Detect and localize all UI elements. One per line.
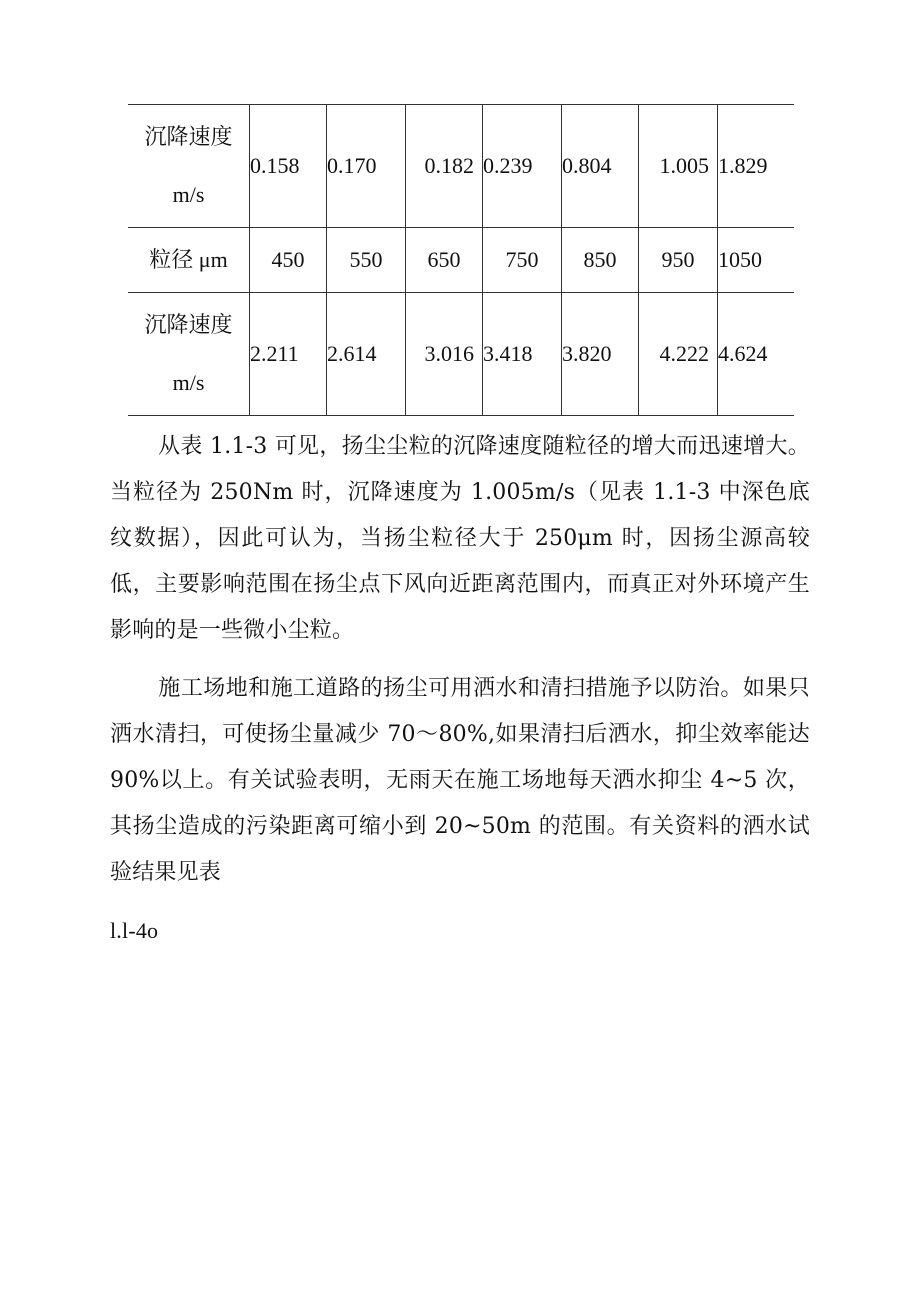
table-row (128, 293, 794, 416)
table-cell: 550 (327, 228, 406, 293)
table-cell: 750 (483, 228, 562, 293)
row-header-unit: m/s (172, 182, 205, 207)
paragraph-settling-analysis (110, 424, 810, 654)
table-cell: 450 (250, 228, 327, 293)
table-row (128, 105, 794, 228)
table-cell: 0.239 (483, 105, 562, 228)
paragraph-dust-control (110, 666, 810, 896)
table-cell: 850 (562, 228, 639, 293)
table-cell: 0.158 (250, 105, 327, 228)
row-header (128, 228, 250, 293)
table-cell: 3.418 (483, 293, 562, 416)
row-header-text: 沉降速度 (144, 312, 233, 337)
table-cell: 2.614 (327, 293, 406, 416)
table-cell: 3.016 (406, 293, 483, 416)
table-cell: 1050 (718, 228, 795, 293)
table-cell: 4.222 (639, 293, 718, 416)
table-cell: 650 (406, 228, 483, 293)
table-row (128, 228, 794, 293)
table-reference-text: l.l-4o (110, 918, 159, 943)
table-cell: 0.170 (327, 105, 406, 228)
row-header (128, 105, 250, 228)
row-header (128, 293, 250, 416)
row-header-text: 粒径 μm (149, 247, 228, 272)
table-cell: 3.820 (562, 293, 639, 416)
table-cell: 0.182 (406, 105, 483, 228)
paragraph-text: 从表 1.1-3 可见，扬尘尘粒的沉降速度随粒径的增大而迅速增大。当粒径为 250Nm 时，沉降速度为 1.005m∕s（见表 1.1-3 中深色底纹数据），因此可认为，当扬尘粒径大于 250μm 时，因扬尘源高较低，主要影响范围在扬尘点下风向近距离范围内，而真正对外环境产生影响的是一些微小尘粒。 (110, 434, 810, 643)
table-cell: 1.005 (639, 105, 718, 228)
table-cell: 4.624 (718, 293, 795, 416)
settling-velocity-table (128, 104, 794, 416)
table-cell: 950 (639, 228, 718, 293)
row-header-text: 沉降速度 (144, 124, 233, 149)
table-cell: 0.804 (562, 105, 639, 228)
table-cell: 1.829 (718, 105, 795, 228)
row-header-unit: m/s (172, 370, 205, 395)
paragraph-text: 施工场地和施工道路的扬尘可用洒水和清扫措施予以防治。如果只洒水清扫，可使扬尘量减少 70～80%,如果清扫后洒水，抑尘效率能达 90%以上。有关试验表明，无雨天在施工场地每天洒水抑尘 4~5 次，其扬尘造成的污染距离可缩小到 20~50m 的范围。有关资料的洒水试验结果见表 (110, 676, 810, 885)
table-cell: 2.211 (250, 293, 327, 416)
